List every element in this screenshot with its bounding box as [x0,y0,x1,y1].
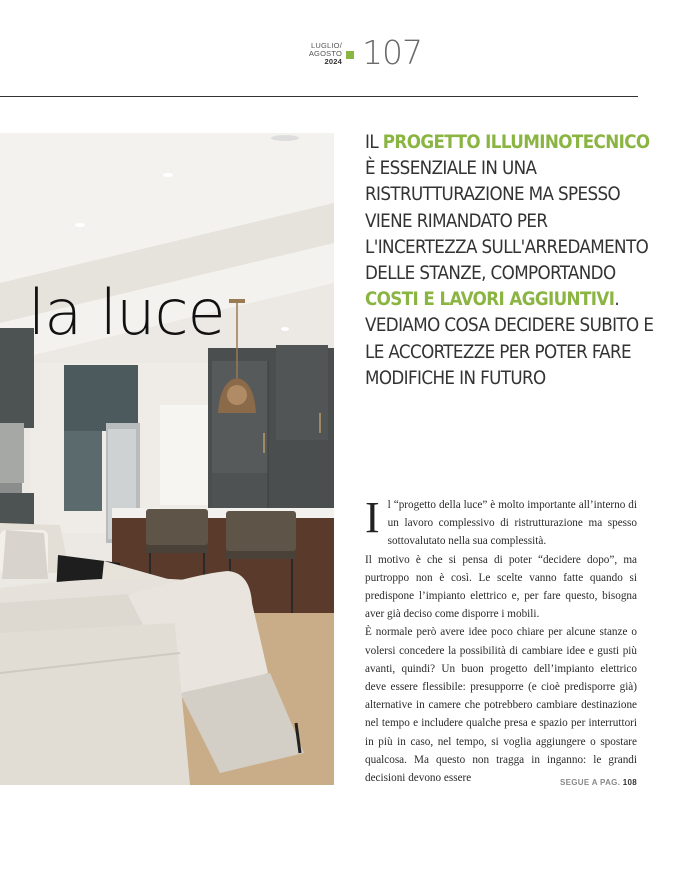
issue-date [300,42,342,66]
page-number: 107 [362,33,422,72]
continue-label: SEGUE A PAG. [560,778,621,787]
issue-year: 2024 [324,57,342,66]
header-rule [0,96,638,97]
intro-part-1: IL [365,132,383,153]
kitchen-photo [0,133,334,785]
paragraph-1 [365,493,637,551]
continue-page: 108 [622,778,637,787]
paragraph-3: È normale però avere idee poco chiare per alcune stanze o volersi concedere la possibilità di cambiare idee e gusti più avanti, quindi? Un buon progetto dell’impianto elettrico deve essere flessibile: presupporre (e cioè predisporre già) alternative in camere che potrebbero cambiare destinazione nel tempo e includere qualche presa e spazio per interruttori in più in caso, nel tempo, si voglia aggiungere o spostare qualcosa. Ma questo non tragga in inganno: le grandi decisioni devono essere [365,626,637,785]
headline: la luce [28,276,225,349]
continue-notice [440,778,637,787]
intro-part-2: È ESSENZIALE IN UNA RISTRUTTURAZIONE MA SPESSO VIENE RIMANDATO PER L'INCERTEZZA SULL'ARREDAMENTO DELLE STANZE, COMPORTANDO [365,158,649,285]
intro-part-3: . VEDIAMO COSA DECIDERE SUBITO E LE ACCORTEZZE PER POTER FARE MODIFICHE IN FUTURO [365,289,654,389]
issue-month: LUGLIO/ [311,41,342,50]
intro-highlight-1: PROGETTO ILLUMINOTECNICO [382,132,650,153]
drop-cap: I [365,493,380,542]
kitchen-illustration [0,133,334,785]
intro-text [365,130,655,392]
green-square-icon [346,51,354,59]
paragraph-2: Il motivo è che si pensa di poter “decidere dopo”, ma purtroppo non è così. Le scelte vanno fatte quando si predispone l’impianto elettrico e, per fare questo, bisogna aver già deciso come disporre i mobili. [365,553,637,621]
issue-month-2: AGOSTO [308,49,342,58]
paragraph-1-text: l “progetto della luce” è molto importante all’interno di un lavoro complessivo di ristrutturazione ma spesso sottovalutato nella sua complessità. [387,499,637,548]
article-body [365,493,637,787]
intro-highlight-2: COSTI E LAVORI AGGIUNTIVI [365,289,615,311]
